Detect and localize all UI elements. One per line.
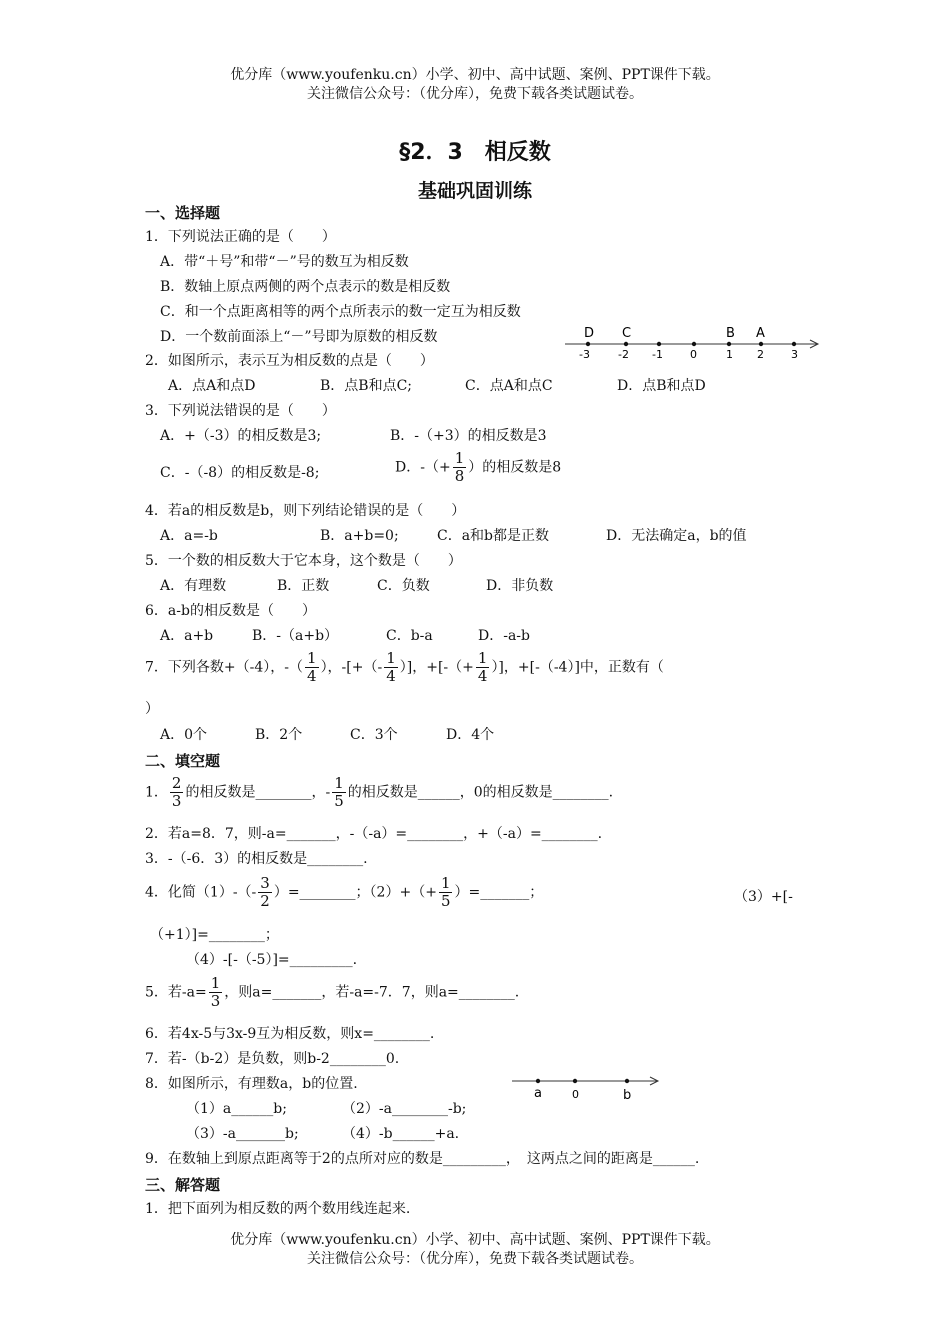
point-label-b: B xyxy=(726,326,735,341)
fraction-numerator: 1 xyxy=(334,774,344,792)
fraction-denominator: 3 xyxy=(210,992,221,1010)
tick-label: -1 xyxy=(652,348,663,361)
q6-option-c: C．b-a xyxy=(386,628,433,644)
fraction xyxy=(439,875,453,910)
fraction-numerator: 1 xyxy=(454,449,465,467)
q1-option-a: A．带“＋号”和带“－”号的数互为相反数 xyxy=(160,254,409,270)
fraction-denominator: 5 xyxy=(334,792,344,810)
f6-question: 6．若4x-5与3x-9互为相反数，则x=________. xyxy=(145,1026,435,1042)
fraction-denominator: 4 xyxy=(386,667,396,685)
footer-line-1: 优分库（www.youfenku.cn）小学、初中、高中试题、案例、PPT课件下载。 xyxy=(230,1232,720,1248)
fraction-numerator: 1 xyxy=(477,649,488,667)
q3-stem: 3．下列说法错误的是（ ） xyxy=(145,403,336,419)
point-label-b: b xyxy=(623,1088,632,1103)
fraction-numerator: 1 xyxy=(440,874,451,892)
fraction-denominator: 4 xyxy=(307,667,317,685)
f4-part4: （4）-[-（-5）]=_________. xyxy=(186,952,358,968)
tick-label: 1 xyxy=(726,348,733,361)
f4-text-part: 4．化简（1）-（- xyxy=(145,884,257,901)
f3-question: 3．-（-6．3）的相反数是________. xyxy=(145,851,368,867)
f1-text-part: 的相反数是________，- xyxy=(185,784,331,801)
f1-text-part: 1． xyxy=(145,784,168,801)
f5-text-part: 5．若-a= xyxy=(145,984,207,1001)
q7-text-part: ），-[+（- xyxy=(320,659,383,676)
q4-option-c: C．a和b都是正数 xyxy=(437,528,550,544)
page-title: §2．3 相反数 xyxy=(399,140,551,165)
q3-option-d-prefix: D．-（+ xyxy=(395,459,451,476)
q4-option-b: B．a+b=0; xyxy=(320,528,399,544)
q2-option-c: C．点A和点C xyxy=(465,378,553,394)
fraction-denominator: 8 xyxy=(454,467,465,485)
tick-dot xyxy=(727,342,731,346)
tick-label: -2 xyxy=(618,348,629,361)
q6-option-b: B．-（a+b） xyxy=(252,628,339,644)
footer-line-2: 关注微信公众号：（优分库），免费下载各类试题试卷。 xyxy=(307,1251,643,1267)
point-label-d: D xyxy=(584,326,595,341)
q7-text-part: ）]，+[-（-4）]中，正数有（ xyxy=(491,659,664,676)
section-answer-heading: 三、解答题 xyxy=(145,1176,221,1194)
section-choice-heading: 一、选择题 xyxy=(145,204,221,222)
q2-option-d: D．点B和点D xyxy=(617,378,706,394)
q5-option-d: D．非负数 xyxy=(486,578,554,594)
fraction-numerator: 3 xyxy=(260,874,270,892)
q3-option-d-suffix: ）的相反数是8 xyxy=(468,459,562,476)
q5-option-b: B．正数 xyxy=(277,578,330,594)
q7-stem xyxy=(145,650,664,685)
f9-question: 9．在数轴上到原点距离等于2的点所对应的数是_________， 这两点之间的距离是______. xyxy=(145,1151,700,1167)
f2-question: 2．若a=8．7，则-a=_______，-（-a）=________，+（-a）=________. xyxy=(145,826,603,842)
fraction-numerator: 1 xyxy=(386,649,396,667)
fraction xyxy=(384,650,398,685)
fraction xyxy=(209,975,223,1010)
q7-option-d: D．4个 xyxy=(446,727,495,743)
tick-label: 2 xyxy=(757,348,764,361)
q5-stem: 5．一个数的相反数大于它本身，这个数是（ ） xyxy=(145,553,462,569)
f4-part3-continued: （+1）]=________； xyxy=(150,927,279,943)
q6-option-a: A．a+b xyxy=(160,628,214,644)
q7-option-c: C．3个 xyxy=(350,727,398,743)
q2-stem: 2．如图所示，表示互为相反数的点是（ ） xyxy=(145,353,434,369)
q3-option-a: A．+（-3）的相反数是3; xyxy=(160,428,322,444)
origin-dot xyxy=(573,1079,577,1083)
q1-option-c: C．和一个点距离相等的两个点所表示的数一定互为相反数 xyxy=(160,304,521,320)
tick-label: -3 xyxy=(579,348,590,361)
f8-stem: 8．如图所示，有理数a，b的位置. xyxy=(145,1076,358,1092)
q4-option-d: D．无法确定a，b的值 xyxy=(606,528,747,544)
q7-option-b: B．2个 xyxy=(255,727,303,743)
header-line-1: 优分库（www.youfenku.cn）小学、初中、高中试题、案例、PPT课件下载。 xyxy=(230,67,720,83)
f1-question xyxy=(145,775,613,810)
f7-question: 7．若-（b-2）是负数，则b-2________0. xyxy=(145,1051,400,1067)
number-line-figure-2 xyxy=(505,1068,670,1108)
tick-dot xyxy=(657,342,661,346)
origin-label: 0 xyxy=(572,1088,579,1101)
q2-option-a: A．点A和点D xyxy=(168,378,256,394)
point-label-c: C xyxy=(622,326,632,341)
f5-text-part: ，则a=_______，若-a=-7．7，则a=________. xyxy=(224,984,520,1001)
fraction-denominator: 3 xyxy=(171,792,182,810)
q1-option-d: D．一个数前面添上“－”号即为原数的相反数 xyxy=(160,329,438,345)
fraction-numerator: 1 xyxy=(210,974,221,992)
q7-text-part: 7．下列各数+（-4），-（ xyxy=(145,659,304,676)
q3-option-d xyxy=(395,450,561,485)
f4-text-part: ）=________；（2）+（+ xyxy=(273,884,437,901)
q1-stem: 1．下列说法正确的是（ ） xyxy=(145,229,336,245)
q6-option-d: D．-a-b xyxy=(478,628,530,644)
f8-row1-b: （2）-a________-b; xyxy=(342,1101,467,1117)
point-label-a: A xyxy=(756,326,765,341)
page-subtitle: 基础巩固训练 xyxy=(417,180,532,202)
q5-option-c: C．负数 xyxy=(377,578,430,594)
s1-question: 1．把下面列为相反数的两个数用线连起来. xyxy=(145,1201,411,1217)
fraction-denominator: 2 xyxy=(260,892,270,910)
q6-stem: 6．a-b的相反数是（ ） xyxy=(145,603,316,619)
tick-label: 3 xyxy=(791,348,798,361)
section-fill-heading: 二、填空题 xyxy=(145,752,221,770)
q1-option-b: B．数轴上原点两侧的两个点表示的数是相反数 xyxy=(160,279,451,295)
tick-label: 0 xyxy=(690,348,697,361)
point-b-dot xyxy=(625,1079,629,1083)
f4-text-part: ）=_______； xyxy=(454,884,544,901)
tick-dot xyxy=(759,342,763,346)
f8-row1-a: （1）a______b; xyxy=(186,1101,287,1117)
fraction-numerator: 2 xyxy=(171,774,182,792)
f4-question xyxy=(145,875,543,910)
tick-dot xyxy=(624,342,628,346)
number-line-figure-1 xyxy=(560,320,830,365)
q7-stem-continued: ） xyxy=(145,701,159,717)
q2-option-b: B．点B和点C; xyxy=(320,378,413,394)
q3-option-c: C．-（-8）的相反数是-8; xyxy=(160,465,320,481)
fraction-numerator: 1 xyxy=(307,649,317,667)
fraction xyxy=(170,775,184,810)
fraction xyxy=(332,775,346,810)
q5-option-a: A．有理数 xyxy=(160,578,227,594)
fraction xyxy=(258,875,272,910)
f8-row2-a: （3）-a_______b; xyxy=(186,1126,299,1142)
fraction xyxy=(305,650,319,685)
q7-text-part: ）]，+[-（+ xyxy=(399,659,474,676)
f1-text-part: 的相反数是______，0的相反数是________. xyxy=(347,784,614,801)
q7-option-a: A．0个 xyxy=(160,727,208,743)
tick-dot xyxy=(692,342,696,346)
fraction-denominator: 5 xyxy=(440,892,451,910)
header-line-2: 关注微信公众号：（优分库），免费下载各类试题试卷。 xyxy=(307,86,643,102)
f4-part3: （3）+[- xyxy=(734,889,793,905)
fraction xyxy=(453,450,467,485)
fraction-denominator: 4 xyxy=(477,667,488,685)
point-a-dot xyxy=(536,1079,540,1083)
tick-dot xyxy=(792,342,796,346)
q4-stem: 4．若a的相反数是b，则下列结论错误的是（ ） xyxy=(145,503,466,519)
f5-question xyxy=(145,975,519,1010)
q4-option-a: A．a=-b xyxy=(160,528,218,544)
tick-dot xyxy=(586,342,590,346)
point-label-a: a xyxy=(534,1086,542,1101)
f8-row2-b: （4）-b______+a. xyxy=(342,1126,460,1142)
q3-option-b: B．-（+3）的相反数是3 xyxy=(390,428,547,444)
fraction xyxy=(476,650,490,685)
